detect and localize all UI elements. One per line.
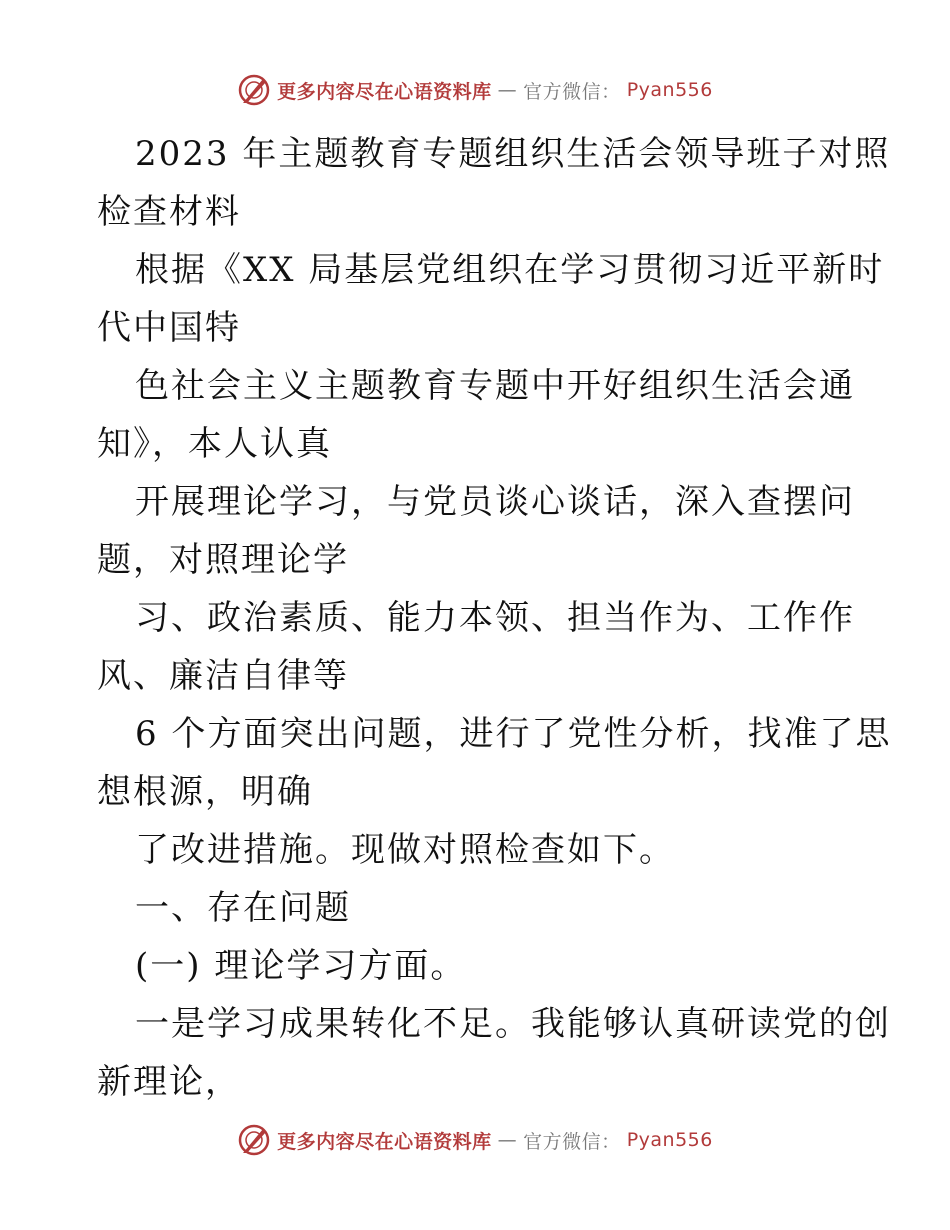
quill-logo-icon [237, 1123, 271, 1157]
banner-dash: — [497, 1129, 518, 1151]
paragraph-line: 根据《XX 局基层党组织在学习贯彻习近平新时 [135, 250, 885, 290]
paragraph-line: 习、政治素质、能力本领、担当作为、工作作 [135, 598, 855, 638]
banner-dash: — [497, 79, 518, 101]
paragraph-line: 新理论， [97, 1062, 241, 1102]
paragraph-line: 代中国特 [97, 308, 241, 348]
document-body [97, 125, 892, 1111]
quill-logo-icon [237, 73, 271, 107]
banner-wechat-id: Pyan556 [626, 1129, 713, 1151]
section-heading: 一、存在问题 [135, 888, 351, 928]
banner-wechat-id: Pyan556 [626, 79, 713, 101]
paragraph-line: 想根源，明确 [97, 772, 313, 812]
paragraph-line: 色社会主义主题教育专题中开好组织生活会通 [135, 366, 855, 406]
banner-site-text: 更多内容尽在心语资料库 [277, 80, 492, 103]
banner-wechat-label: 官方微信： [523, 1130, 621, 1153]
paragraph-line: 一是学习成果转化不足。我能够认真研读党的创 [135, 1004, 891, 1044]
paragraph-line: 了改进措施。现做对照检查如下。 [135, 830, 675, 870]
banner-content [237, 1123, 713, 1157]
banner-wechat-label: 官方微信： [523, 80, 621, 103]
title-line-2: 检查材料 [97, 192, 241, 232]
subsection-heading: (一) 理论学习方面。 [135, 946, 467, 986]
title-line-1: 2023 年主题教育专题组织生活会领导班子对照 [135, 134, 891, 174]
footer-banner [0, 1120, 950, 1160]
paragraph-line: 风、廉洁自律等 [97, 656, 349, 696]
paragraph-line: 6 个方面突出问题，进行了党性分析，找准了思 [135, 714, 892, 754]
banner-site-text: 更多内容尽在心语资料库 [277, 1130, 492, 1153]
paragraph-line: 题，对照理论学 [97, 540, 349, 580]
banner-content [237, 73, 713, 107]
paragraph-line: 知》，本人认真 [97, 424, 332, 464]
header-banner [0, 70, 950, 110]
paragraph-line: 开展理论学习，与党员谈心谈话，深入查摆问 [135, 482, 855, 522]
